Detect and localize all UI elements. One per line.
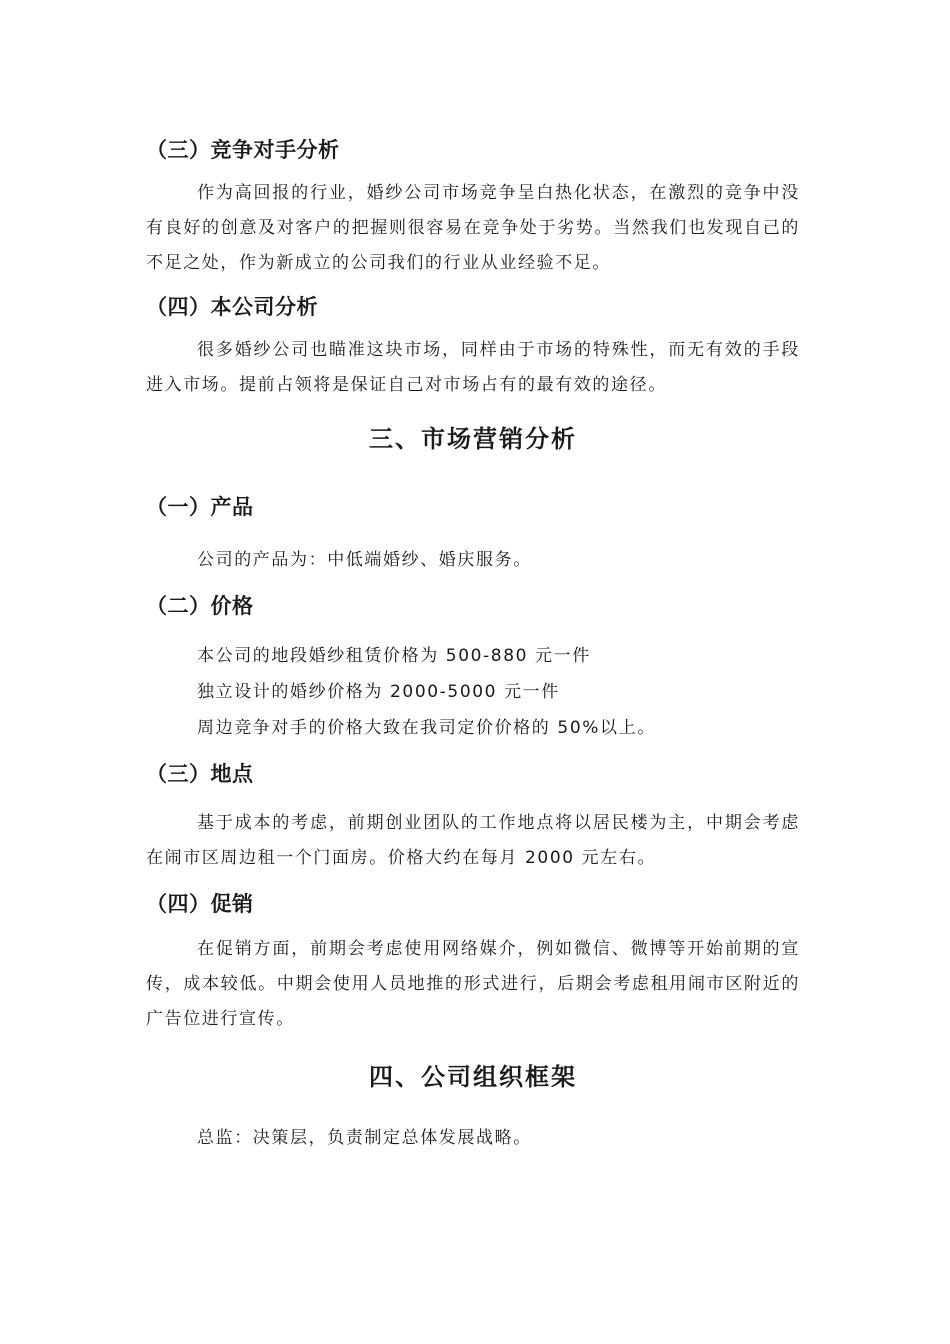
subheading-competitor-analysis: （三）竞争对手分析 <box>146 138 340 162</box>
paragraph-place: 基于成本的考虑，前期创业团队的工作地点将以居民楼为主，中期会考虑在闹市区周边租一个门面房。价格大约在每月 2000 元左右。 <box>146 813 800 868</box>
paragraph-product: 公司的产品为：中低端婚纱、婚庆服务。 <box>197 550 532 570</box>
paragraph-competitor-analysis: 作为高回报的行业，婚纱公司市场竞争呈白热化状态，在激烈的竞争中没有良好的创意及对客户的把握则很容易在竞争处于劣势。当然我们也发现自己的不足之处，作为新成立的公司我们的行业从业经验不足。 <box>146 183 800 273</box>
section-heading-marketing: 三、市场营销分析 <box>369 425 577 453</box>
paragraph-promotion: 在促销方面，前期会考虑使用网络媒介，例如微信、微博等开始前期的宣传，成本较低。中期会使用人员地推的形式进行，后期会考虑租用闹市区附近的广告位进行宣传。 <box>146 939 800 1029</box>
paragraph-company-analysis: 很多婚纱公司也瞄准这块市场，同样由于市场的特殊性，而无有效的手段进入市场。提前占领将是保证自己对市场占有的最有效的途径。 <box>146 340 800 395</box>
price-line: 独立设计的婚纱价格为 2000-5000 元一件 <box>197 682 560 702</box>
price-line: 本公司的地段婚纱租赁价格为 500-880 元一件 <box>197 646 591 666</box>
subheading-promotion: （四）促销 <box>146 892 254 916</box>
price-list <box>146 638 800 746</box>
paragraph-organization: 总监：决策层，负责制定总体发展战略。 <box>197 1128 532 1148</box>
subheading-company-analysis: （四）本公司分析 <box>146 295 318 319</box>
document-content <box>146 130 800 1156</box>
subheading-price: （二）价格 <box>146 594 254 618</box>
price-line: 周边竞争对手的价格大致在我司定价价格的 50%以上。 <box>197 718 656 738</box>
section-heading-organization: 四、公司组织框架 <box>369 1063 577 1091</box>
subheading-place: （三）地点 <box>146 762 254 786</box>
subheading-product: （一）产品 <box>146 495 254 519</box>
